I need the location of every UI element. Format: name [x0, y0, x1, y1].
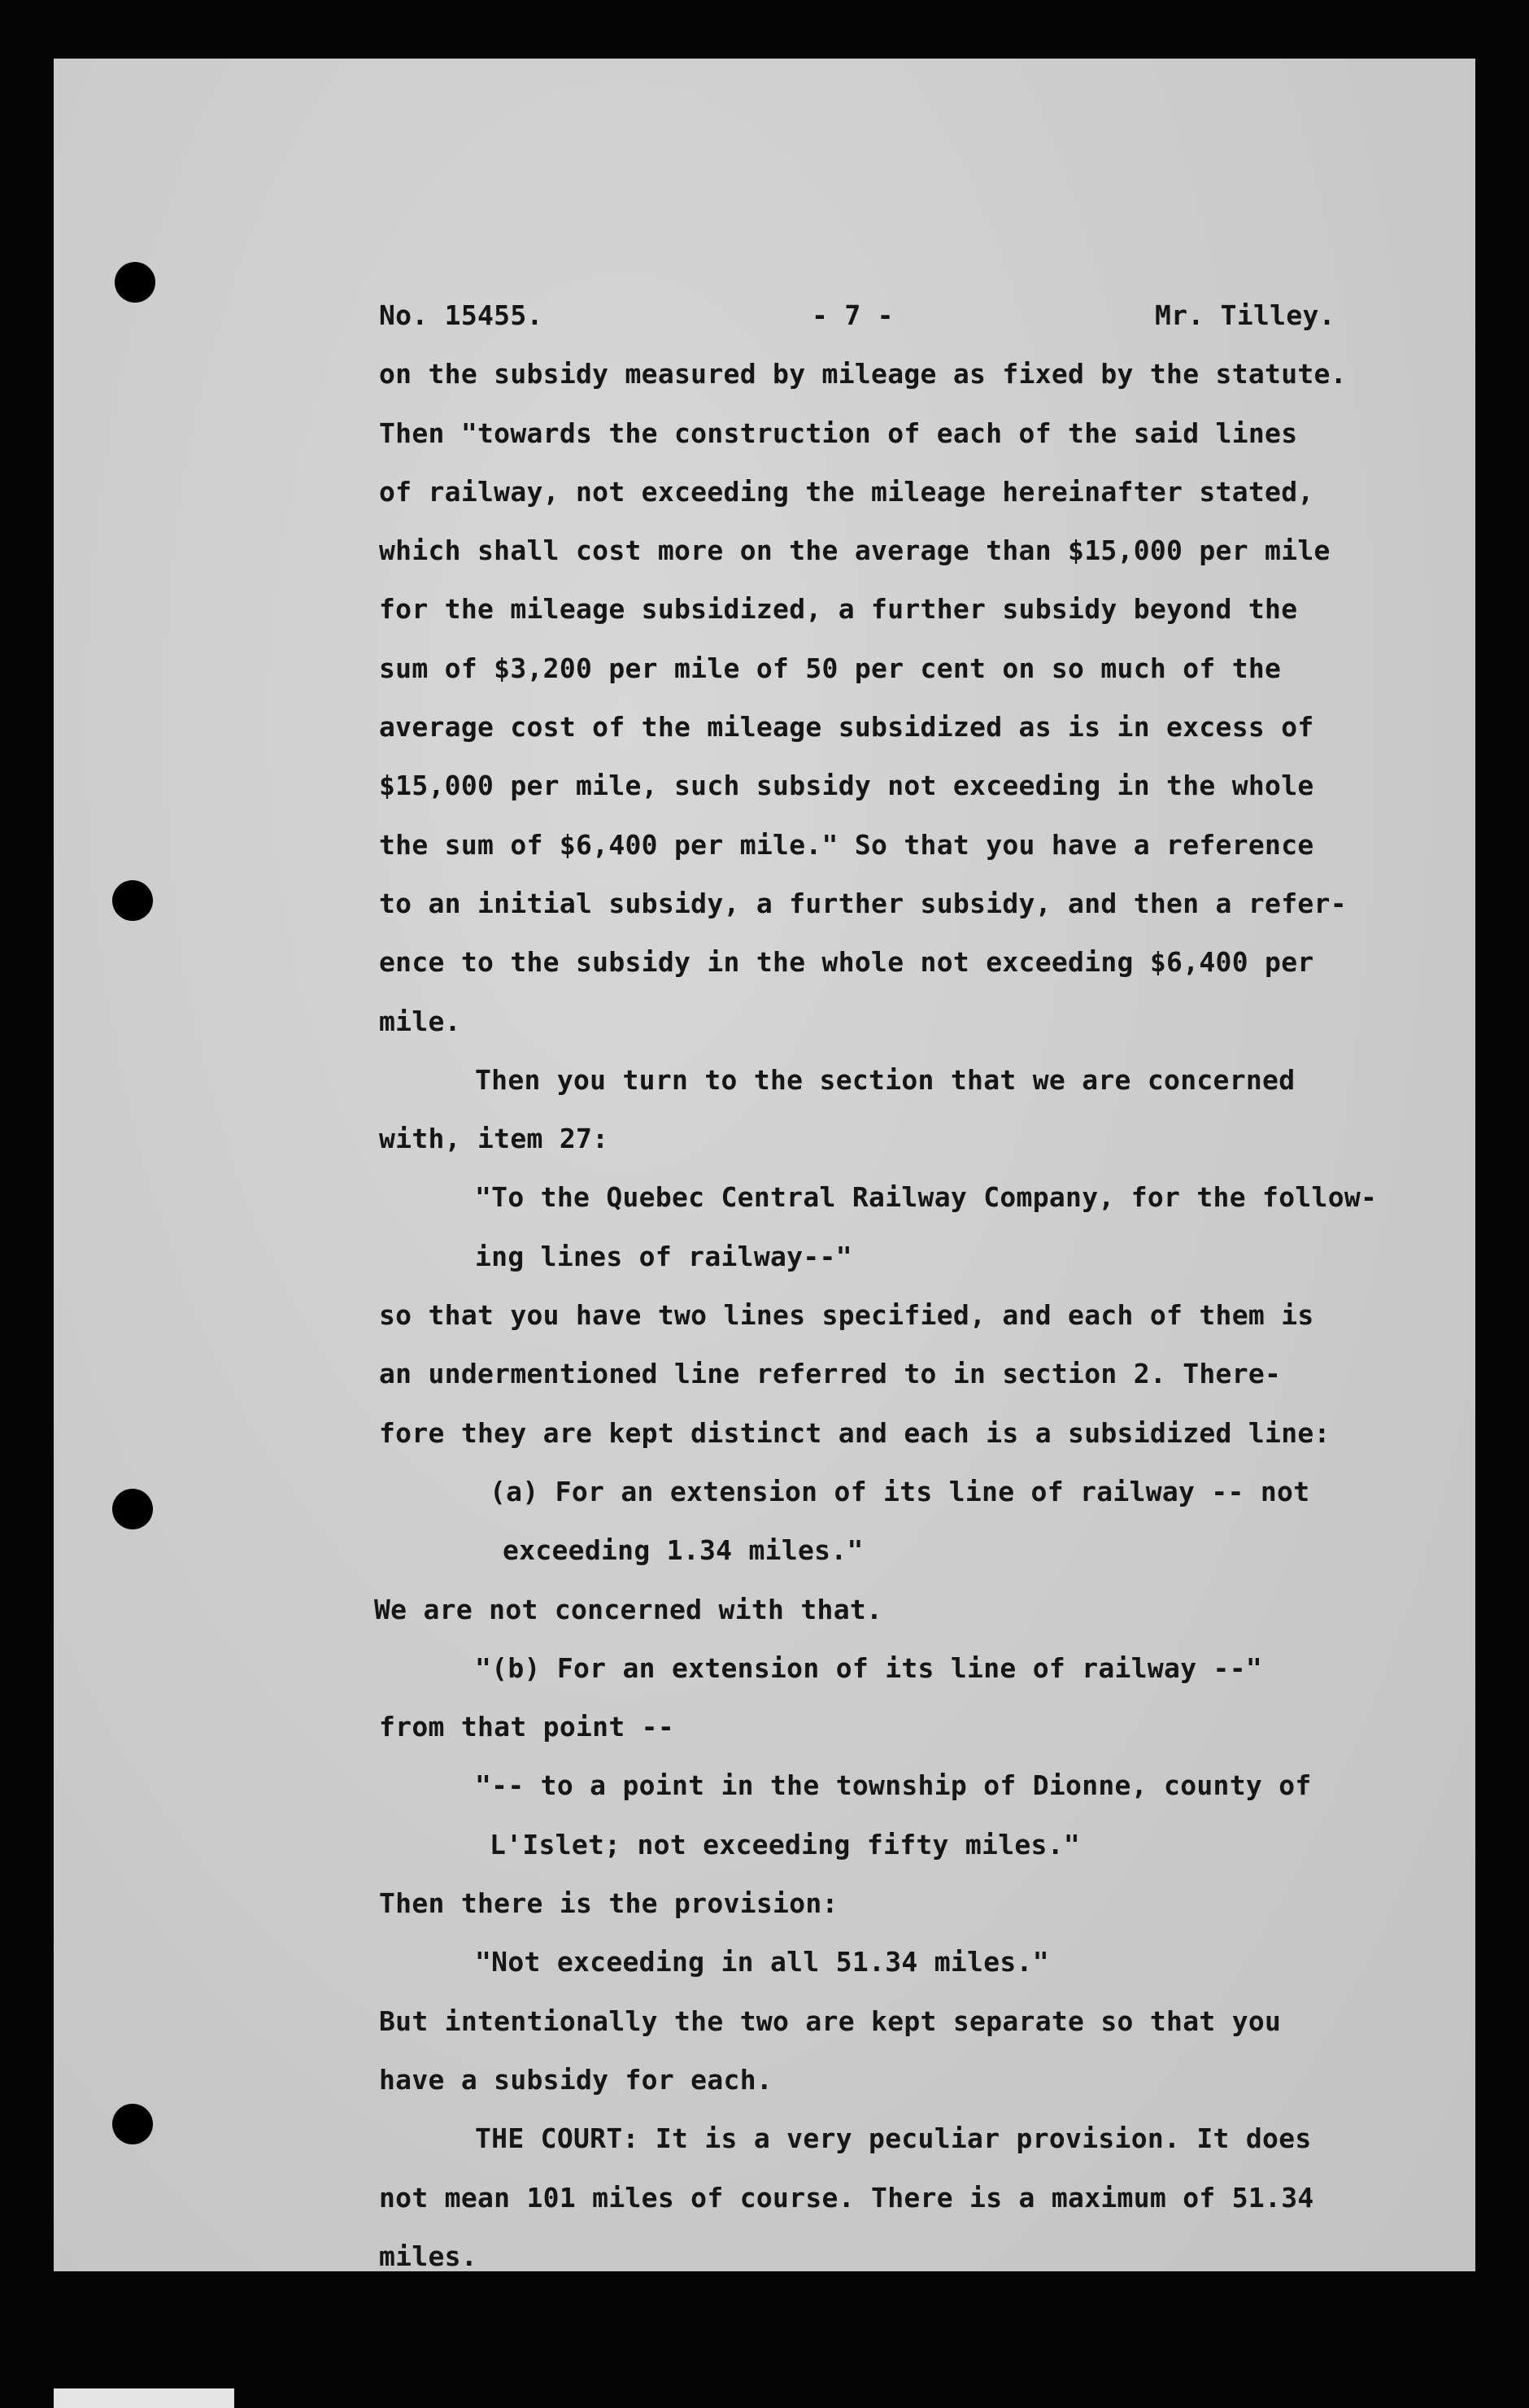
text-line: Then "towards the construction of each of the said lines [379, 417, 1298, 449]
text-line: We are not concerned with that. [374, 1593, 883, 1625]
text-line: fore they are kept distinct and each is a subsidized line: [379, 1416, 1331, 1449]
transcript-text [374, 286, 1469, 2286]
text-line: so that you have two lines specified, and each of them is [379, 1299, 1314, 1332]
quoted-line: ing lines of railway--" [475, 1240, 852, 1272]
page-header [379, 286, 1469, 345]
quoted-line: "To the Quebec Central Railway Company, for the follow- [475, 1181, 1378, 1214]
text-line: to an initial subsidy, a further subsidy, and then a refer- [379, 887, 1347, 919]
quoted-line: (a) For an extension of its line of railway -- not [490, 1475, 1310, 1507]
text-line: But intentionally the two are kept separate so that you [379, 2004, 1282, 2037]
quoted-line: "-- to a point in the township of Dionne, county of [475, 1769, 1312, 1802]
text-line: with, item 27: [379, 1123, 609, 1155]
quoted-line: "Not exceeding in all 51.34 miles." [475, 1946, 1049, 1978]
punch-hole-1 [115, 262, 155, 303]
text-line: average cost of the mileage subsidized as is in excess of [379, 711, 1314, 744]
text-line: mile. [379, 1005, 461, 1037]
text-line: THE COURT: It is a very peculiar provision. It does [475, 2122, 1312, 2155]
text-line: an undermentioned line referred to in section 2. There- [379, 1358, 1282, 1390]
quoted-line: exceeding 1.34 miles." [503, 1534, 864, 1567]
text-line: on the subsidy measured by mileage as fixed by the statute. [379, 358, 1347, 390]
text-line: $15,000 per mile, such subsidy not exceeding in the whole [379, 770, 1314, 802]
punch-hole-3 [112, 1489, 153, 1529]
text-line: of railway, not exceeding the mileage hereinafter stated, [379, 475, 1314, 508]
text-line: Then there is the provision: [379, 1887, 839, 1920]
text-line: sum of $3,200 per mile of 50 per cent on so much of the [379, 652, 1282, 684]
text-line: Then you turn to the section that we are concerned [475, 1063, 1296, 1096]
page-number: - 7 - [812, 299, 894, 331]
quoted-line: L'Islet; not exceeding fifty miles." [490, 1828, 1081, 1861]
text-line: which shall cost more on the average than $15,000 per mile [379, 534, 1331, 567]
text-line: the sum of $6,400 per mile." So that you have a reference [379, 828, 1314, 861]
text-line: have a subsidy for each. [379, 2063, 773, 2096]
paper-tab [54, 2388, 234, 2408]
case-number: No. 15455. [379, 299, 543, 331]
punch-hole-2 [112, 880, 153, 921]
quoted-line: "(b) For an extension of its line of railway --" [475, 1651, 1263, 1684]
speaker-name: Mr. Tilley. [1155, 299, 1335, 331]
text-line: miles. [379, 2240, 478, 2272]
text-line: for the mileage subsidized, a further subsidy beyond the [379, 593, 1298, 626]
text-line: ence to the subsidy in the whole not exceeding $6,400 per [379, 946, 1314, 979]
punch-hole-4 [112, 2104, 153, 2144]
text-line: from that point -- [379, 1711, 675, 1743]
text-line: not mean 101 miles of course. There is a maximum of 51.34 [379, 2181, 1314, 2214]
